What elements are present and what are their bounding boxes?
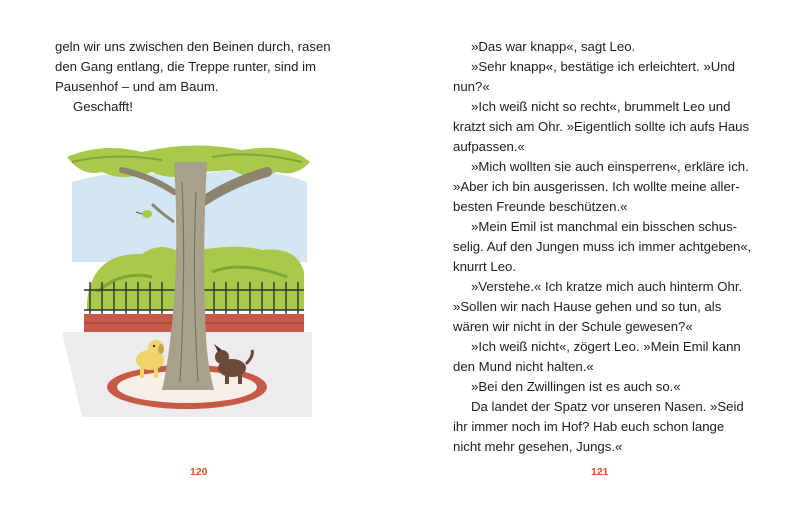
text-line: geln wir uns zwischen den Beinen durch, rasen xyxy=(55,39,331,54)
text-line: Geschafft! xyxy=(73,99,133,114)
text-line: »Sehr knapp«, bestätige ich erleichtert. »Und xyxy=(471,59,735,74)
text-line: den Mund nicht halten.« xyxy=(453,359,594,374)
text-line: wären wir nicht in der Schule gewesen?« xyxy=(453,319,693,334)
text-line: besten Freunde beschützen.« xyxy=(453,199,628,214)
text-line: den Gang entlang, die Treppe runter, sind im xyxy=(55,59,316,74)
page-number-right: 121 xyxy=(591,466,609,478)
text-line: Pausenhof – und am Baum. xyxy=(55,79,219,94)
text-line: nicht mehr gesehen, Jungs.« xyxy=(453,439,623,454)
text-line: »Sollen wir nach Hause gehen und so tun, als xyxy=(453,299,722,314)
page-number-left: 120 xyxy=(190,466,208,478)
right-page-text xyxy=(453,37,751,457)
text-line: knurrt Leo. xyxy=(453,259,517,274)
text-line: Da landet der Spatz vor unseren Nasen. »Seid xyxy=(471,399,744,414)
text-line: selig. Auf den Jungen muss ich immer achtgeben«, xyxy=(453,239,752,254)
text-line: »Ich weiß nicht«, zögert Leo. »Mein Emil kann xyxy=(471,339,741,354)
text-line: »Das war knapp«, sagt Leo. xyxy=(471,39,636,54)
text-line: ihr immer noch im Hof? Hab euch schon lange xyxy=(453,419,725,434)
text-line: »Aber ich bin ausgerissen. Ich wollte meine aller- xyxy=(453,179,740,194)
text-line: aufpassen.« xyxy=(453,139,525,154)
text-line: nun?« xyxy=(453,79,490,94)
text-line: »Mich wollten sie auch einsperren«, erkläre ich. xyxy=(471,159,749,174)
tree-illustration xyxy=(62,142,312,417)
left-page-text xyxy=(55,37,331,117)
text-line: »Mein Emil ist manchmal ein bisschen schus- xyxy=(471,219,738,234)
text-line: »Bei den Zwillingen ist es auch so.« xyxy=(471,379,681,394)
text-line: »Ich weiß nicht so recht«, brummelt Leo und xyxy=(471,99,731,114)
text-line: kratzt sich am Ohr. »Eigentlich sollte ich aufs Haus xyxy=(453,119,750,134)
text-line: »Verstehe.« Ich kratze mich auch hinterm Ohr. xyxy=(471,279,743,294)
